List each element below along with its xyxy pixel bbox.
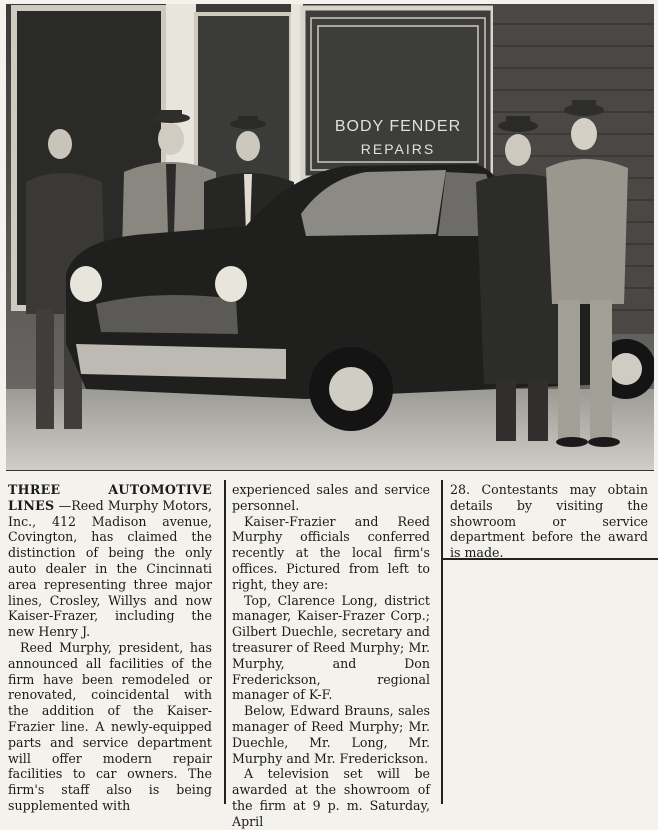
article-paragraph: —Reed Murphy Motors, Inc., 412 Madison avenue, Covington, has claimed the distinction of being the only auto dealer in the Cincinnati area representing three major lines, Crosley, Willys and now Kaiser-Frazer, including the new Henry J. — [8, 497, 212, 640]
sign-line-1: BODY FENDER — [334, 118, 462, 135]
article-paragraph: Reed Murphy, president, has announced all facilities of the firm have been remodeled or renovated, coincidental with the addition of the Kaiser-Frazier line. A newly-equipped parts and service department will offer modern repair facilities to car owners. The firm's staff also is being supplemented with — [8, 639, 212, 813]
article-paragraph: experienced sales and service personnel. — [232, 482, 430, 513]
article-paragraph: Below, Edward Brauns, sales manager of Reed Murphy; Mr. Duechle, Mr. Long, Mr. Murphy and Mr. Frederickson. — [232, 703, 430, 766]
news-photo — [6, 4, 654, 471]
column-rule-1 — [224, 480, 226, 804]
photo-illustration — [6, 4, 654, 470]
article-paragraph: Top, Clarence Long, district manager, Kaiser-Frazer Corp.; Gilbert Duechle, secretary and treasurer of Reed Murphy; Mr. Murphy, and Don Frederickson, regional manager of K-F. — [232, 592, 430, 703]
sign-line-2: REPAIRS — [360, 141, 436, 157]
article-paragraph: 28. Contestants may obtain details by visiting the showroom or service department before the award is made. — [450, 482, 648, 561]
article-column-1 — [8, 482, 212, 814]
article-column-3 — [450, 482, 648, 561]
article-paragraph: Kaiser-Frazier and Reed Murphy officials conferred recently at the local firm's offices. Pictured from left to right, they are: — [232, 513, 430, 592]
column-rule-2 — [441, 480, 443, 804]
article-column-2 — [232, 482, 430, 830]
article-paragraph: A television set will be awarded at the showroom of the firm at 9 p. m. Saturday, April — [232, 766, 430, 829]
article-lead — [8, 482, 212, 640]
article-headline: THREE AUTOMOTIVE LINES — [8, 482, 212, 513]
